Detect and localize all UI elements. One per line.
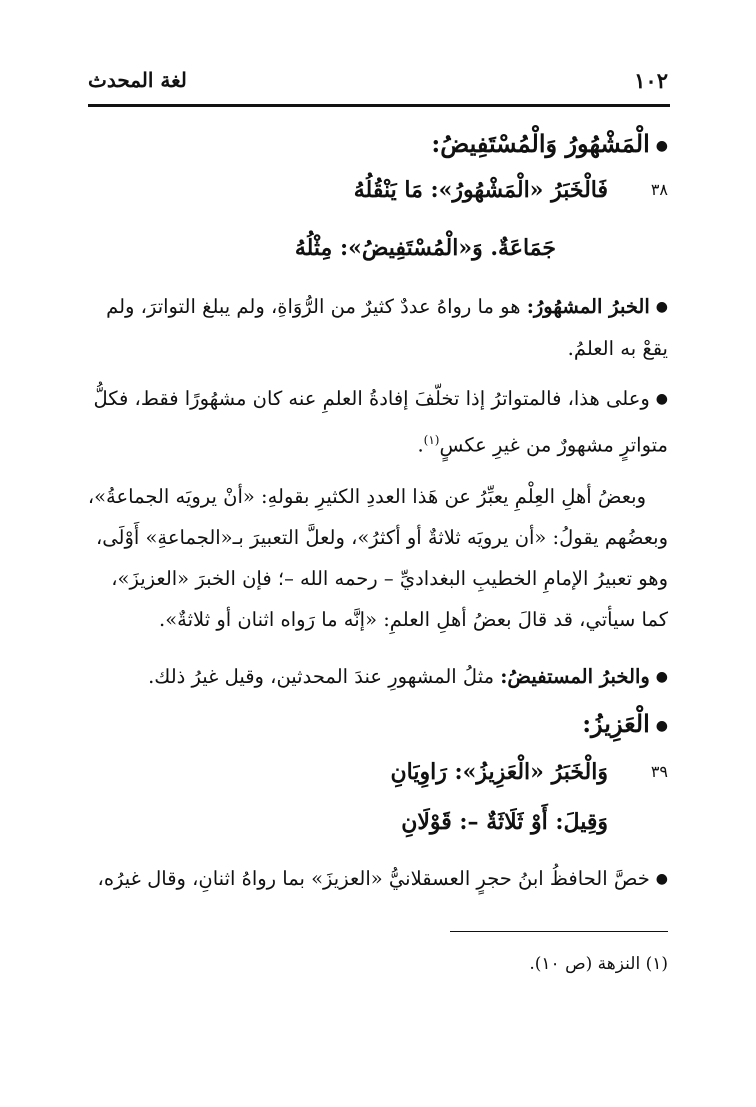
bullet-icon: ●: [655, 669, 668, 685]
verse-number-39: ٣٩: [650, 762, 668, 781]
section-heading-mashhur: [86, 124, 668, 166]
verse-39-line-1: وَالْخَبَرُ «الْعَزِيزُ»: رَاوِيَانِ: [390, 759, 608, 785]
term-lead: الخبرُ المشهُورُ:: [526, 295, 650, 318]
verse-39-line-2: وَقِيلَ: أَوْ ثَلَاثَةٌ –: قَوْلَانِ: [401, 809, 608, 835]
page-number: ١٠٢: [634, 68, 668, 93]
paragraph-ahl-al-ilm: [86, 476, 668, 640]
footnote-rule: [450, 931, 668, 932]
paragraph-mustafid: [86, 656, 668, 698]
paragraph-mutawatir-note: ●وعلى هذا، فالمتواترُ إذا تخلّفَ إفادةُ العلمِ عنه كان مشهُورًا فقط، فكلُّ متواترٍ مشهورٌ من غيرِ عكسٍ$^{(١)}$.: [93, 387, 668, 457]
bullet-icon: ●: [655, 138, 668, 154]
bullet-icon: ●: [655, 391, 668, 407]
heading-text: الْمَشْهُورُ وَالْمُسْتَفِيضُ:: [431, 129, 650, 158]
section-heading-aziz: [86, 704, 668, 746]
verse-number-38: ٣٨: [650, 180, 668, 199]
bullet-icon: ●: [655, 299, 668, 315]
heading-text: الْعَزِيزُ:: [582, 709, 650, 738]
paragraph-ibn-hajar: [86, 858, 668, 900]
paragraph-text: هو ما رواهُ عددٌ كثيرٌ من الرُّوَاةِ، ولم يبلغ التواترَ، ولم يقعْ به العلمُ.: [106, 295, 668, 360]
paragraph-text: وعلى هذا، فالمتواترُ إذا تخلّفَ إفادةُ العلمِ عنه كان مشهُورًا فقط، فكلُّ متواترٍ مشهورٌ من غيرِ عكسٍ: [93, 387, 668, 457]
verse-38-line-2: جَمَاعَةٌ. وَ«الْمُسْتَفِيضُ»: مِثْلُهُ: [294, 235, 556, 261]
verse-38-line-1: فَالْخَبَرُ «الْمَشْهُورُ»: مَا يَنْقُلُهُ: [353, 177, 608, 203]
term-lead: والخبرُ المستفيضُ:: [500, 665, 650, 688]
footnote-ref: (١): [423, 433, 440, 447]
running-title: لغة المحدث: [88, 68, 187, 92]
bullet-icon: ●: [655, 871, 668, 887]
footnote: (١) النزهة (ص ١٠).: [529, 954, 668, 974]
paragraph-text: مثلُ المشهورِ عندَ المحدثين، وقيل غيرُ ذلك.: [148, 665, 495, 688]
paragraph-mashhur-definition: [86, 286, 668, 369]
paragraph-text: خصَّ الحافظُ ابنُ حجرٍ العسقلانيُّ «العزيزَ» بما رواهُ اثنانِ، وقال غيرُه،: [97, 867, 650, 890]
paragraph-text: وبعضُ أهلِ العِلْمِ يعبِّرُ عن هَذا العددِ الكثيرِ بقولهِ: «أنْ يرويَه الجماعةُ»، وبعضُهم يقولُ: «أن يرويَه ثلاثةٌ أو أكثرُ»، ولعلَّ التعبيرَ بـ«الجماعةِ» أَوْلَى، وهو تعبيرُ الإمامِ الخطيبِ البغداديِّ – رحمه الله –؛ فإن الخبرَ «العزيزَ»، كما سيأتي، قد قالَ بعضُ أهلِ العلمِ: «إنَّه ما رَواه اثنان أو ثلاثةٌ».: [87, 485, 668, 631]
bullet-icon: ●: [655, 718, 668, 734]
header-rule: [88, 104, 670, 107]
